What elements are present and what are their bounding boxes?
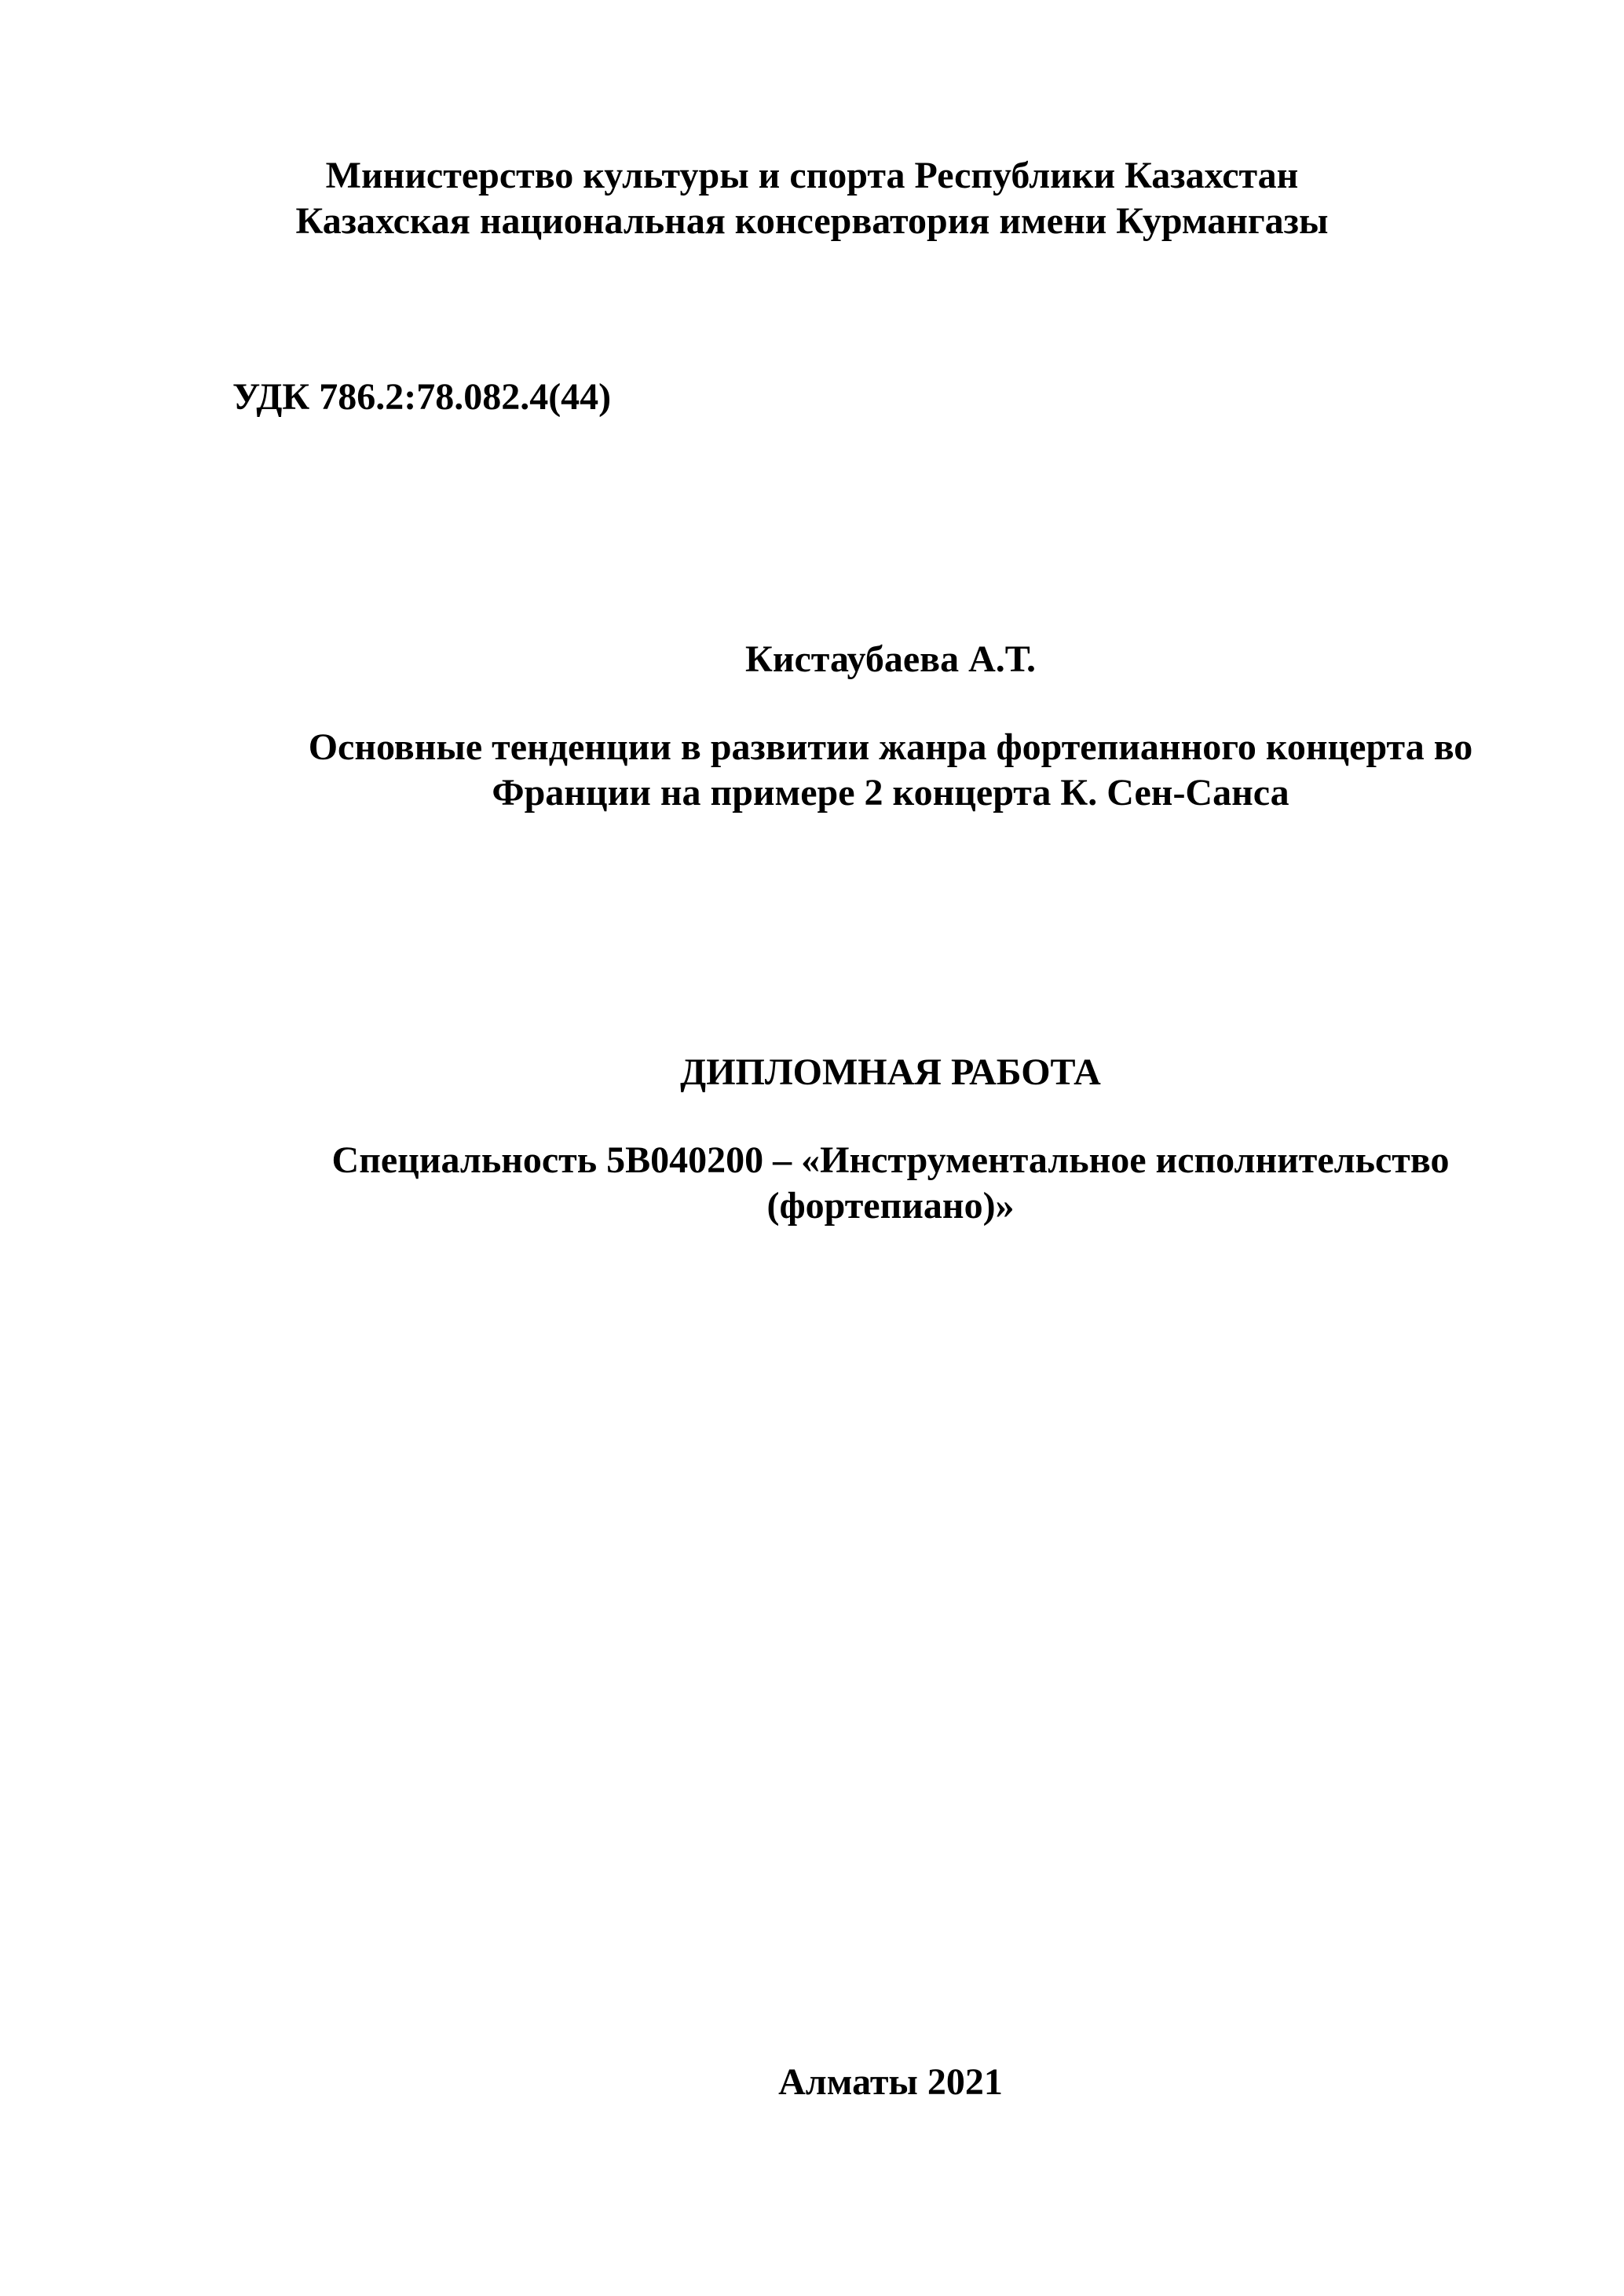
specialty-line-2: (фортепиано)» [766, 1185, 1015, 1227]
thesis-title-line-2: Франции на примере 2 концерта К. Сен-Санса [492, 772, 1289, 813]
work-type: ДИПЛОМНАЯ РАБОТА [680, 1051, 1101, 1093]
conservatory-name: Казахская национальная консерватория имени Курмангазы [295, 200, 1329, 242]
author-name: Кистаубаева А.Т. [745, 638, 1036, 680]
udk-code: УДК 786.2:78.082.4(44) [232, 376, 612, 418]
ministry-name: Министерство культуры и спорта Республики Казахстан [325, 155, 1299, 196]
thesis-title-line-1: Основные тенденции в развитии жанра фортепианного концерта во [308, 726, 1473, 768]
specialty-line-1: Специальность 5В040200 – «Инструментальное исполнительство [331, 1139, 1450, 1181]
city-year: Алматы 2021 [778, 2061, 1003, 2103]
